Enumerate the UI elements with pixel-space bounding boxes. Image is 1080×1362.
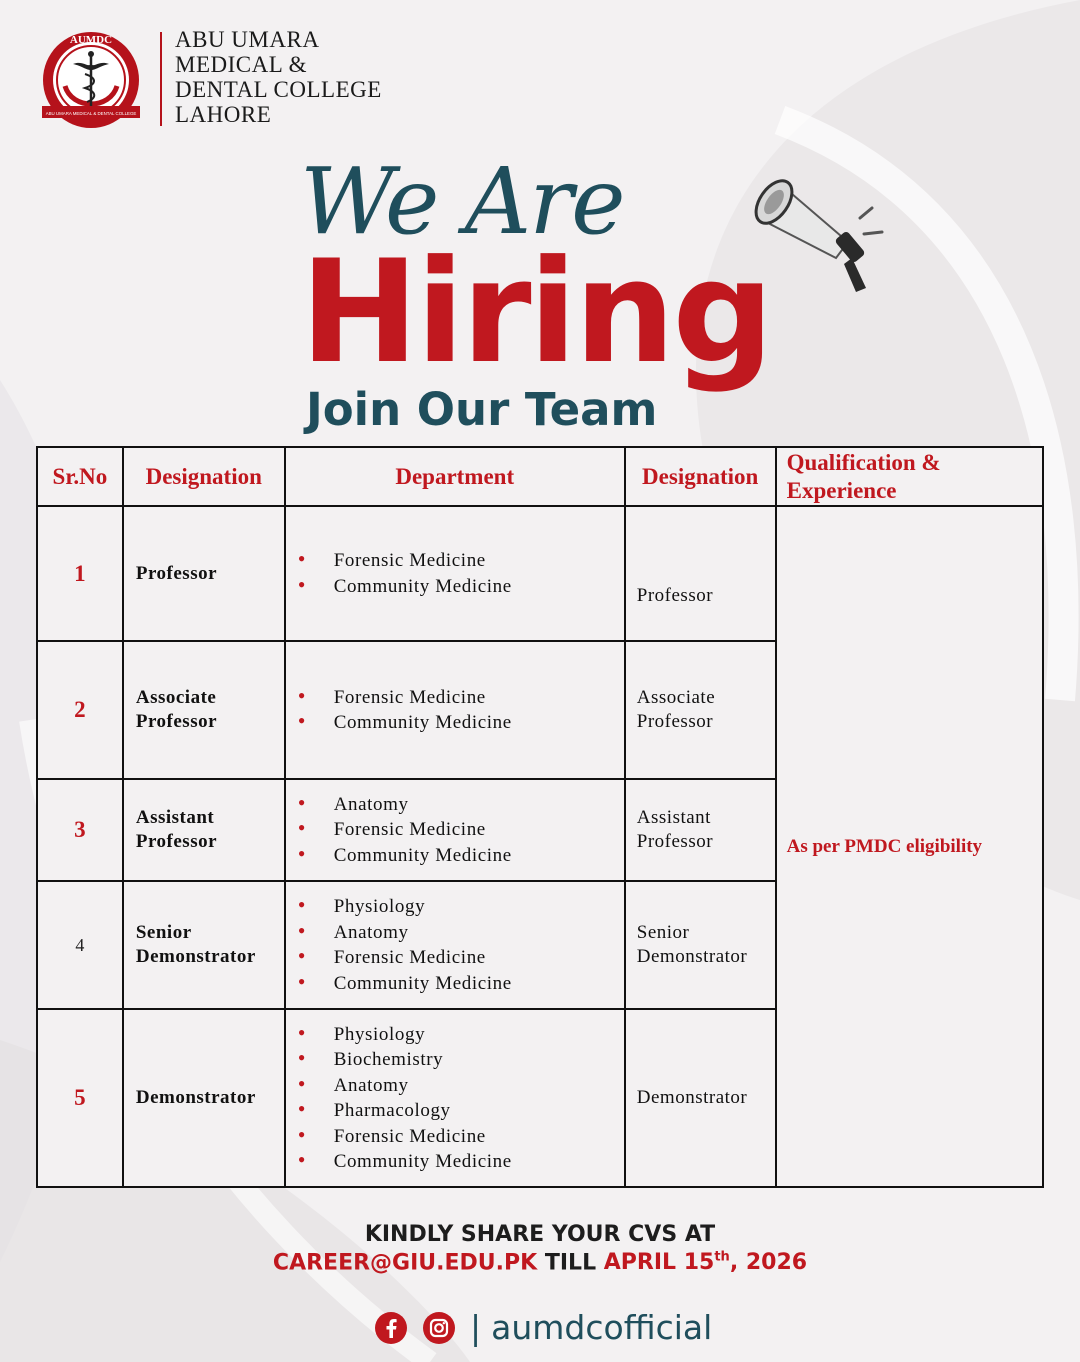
facebook-icon[interactable] [374, 1311, 408, 1345]
college-name-line: DENTAL COLLEGE [175, 77, 382, 102]
megaphone-icon [748, 162, 888, 302]
designation: Professor [123, 506, 285, 641]
designation: Assistant Professor [123, 779, 285, 881]
header-designation-2: Designation [625, 447, 776, 506]
designation: Senior Demonstrator [123, 881, 285, 1009]
hiring-title: Hiring [300, 230, 771, 395]
designation-2: Professor [625, 506, 776, 641]
department-list [285, 506, 625, 641]
designation-2: Assistant Professor [625, 779, 776, 881]
designation: Demonstrator [123, 1009, 285, 1187]
department-list [285, 1009, 625, 1187]
social-handle[interactable]: aumdcofficial [491, 1308, 713, 1347]
deadline-date-sup: th [714, 1250, 730, 1265]
department-item: • Community Medicine [334, 971, 624, 997]
sr-number: 1 [37, 506, 123, 641]
separator: | [470, 1308, 482, 1347]
vacancy-table [36, 446, 1044, 1188]
department-item: • Forensic Medicine [334, 548, 624, 574]
department-item: • Pharmacology [334, 1098, 624, 1124]
designation: Associate Professor [123, 641, 285, 779]
sr-number: 3 [37, 779, 123, 881]
deadline-date [604, 1250, 807, 1275]
college-name-line: MEDICAL & [175, 52, 308, 77]
designation-2: Demonstrator [625, 1009, 776, 1187]
department-item: • Physiology [334, 1022, 624, 1048]
we-are-script: We Are [300, 148, 624, 255]
department-item: • Community Medicine [334, 1149, 624, 1175]
logo-divider [160, 32, 162, 126]
header-designation: Designation [123, 447, 285, 506]
department-list [285, 641, 625, 779]
till-label: TILL [544, 1250, 597, 1276]
department-item: • Biochemistry [334, 1047, 624, 1073]
department-item: • Forensic Medicine [334, 685, 624, 711]
designation-2: Associate Professor [625, 641, 776, 779]
department-list [285, 881, 625, 1009]
college-logo [38, 30, 144, 130]
cta-contact-line [0, 1250, 1080, 1275]
cta-instruction: KINDLY SHARE YOUR CVS AT [364, 1222, 716, 1247]
deadline-date-year: , 2026 [729, 1250, 808, 1276]
join-our-team-subtitle: Join Our Team [306, 383, 658, 436]
qualification-cell: As per PMDC eligibility [776, 506, 1043, 1187]
department-item: • Anatomy [334, 792, 624, 818]
department-list [285, 779, 625, 881]
svg-text:ABU UMARA MEDICAL & DENTAL COL: ABU UMARA MEDICAL & DENTAL COLLEGE [45, 111, 137, 116]
sr-number: 4 [37, 881, 123, 1009]
social-links [374, 1308, 712, 1348]
college-name [175, 27, 382, 127]
career-email-link[interactable]: CAREER@GIU.EDU.PK [272, 1250, 538, 1276]
college-name-line: LAHORE [175, 102, 272, 127]
svg-text:AUMDC: AUMDC [69, 34, 113, 46]
header-sr-no: Sr.No [37, 447, 123, 506]
deadline-date-main: APRIL 15 [603, 1250, 715, 1276]
department-item: • Forensic Medicine [334, 945, 624, 971]
designation-2: Senior Demonstrator [625, 881, 776, 1009]
department-item: • Forensic Medicine [334, 1124, 624, 1150]
college-name-line: ABU UMARA [175, 27, 320, 52]
department-item: • Anatomy [334, 920, 624, 946]
sr-number: 5 [37, 1009, 123, 1187]
department-item: • Anatomy [334, 1073, 624, 1099]
table-row [37, 506, 1043, 641]
department-item: • Physiology [334, 894, 624, 920]
header-qualification: Qualification & Experience [776, 447, 1043, 506]
instagram-icon[interactable] [422, 1311, 456, 1345]
department-item: • Community Medicine [334, 710, 624, 736]
sr-number: 2 [37, 641, 123, 779]
department-item: • Forensic Medicine [334, 817, 624, 843]
header-department: Department [285, 447, 625, 506]
table-header-row [37, 447, 1043, 506]
department-item: • Community Medicine [334, 843, 624, 869]
department-item: • Community Medicine [334, 574, 624, 600]
